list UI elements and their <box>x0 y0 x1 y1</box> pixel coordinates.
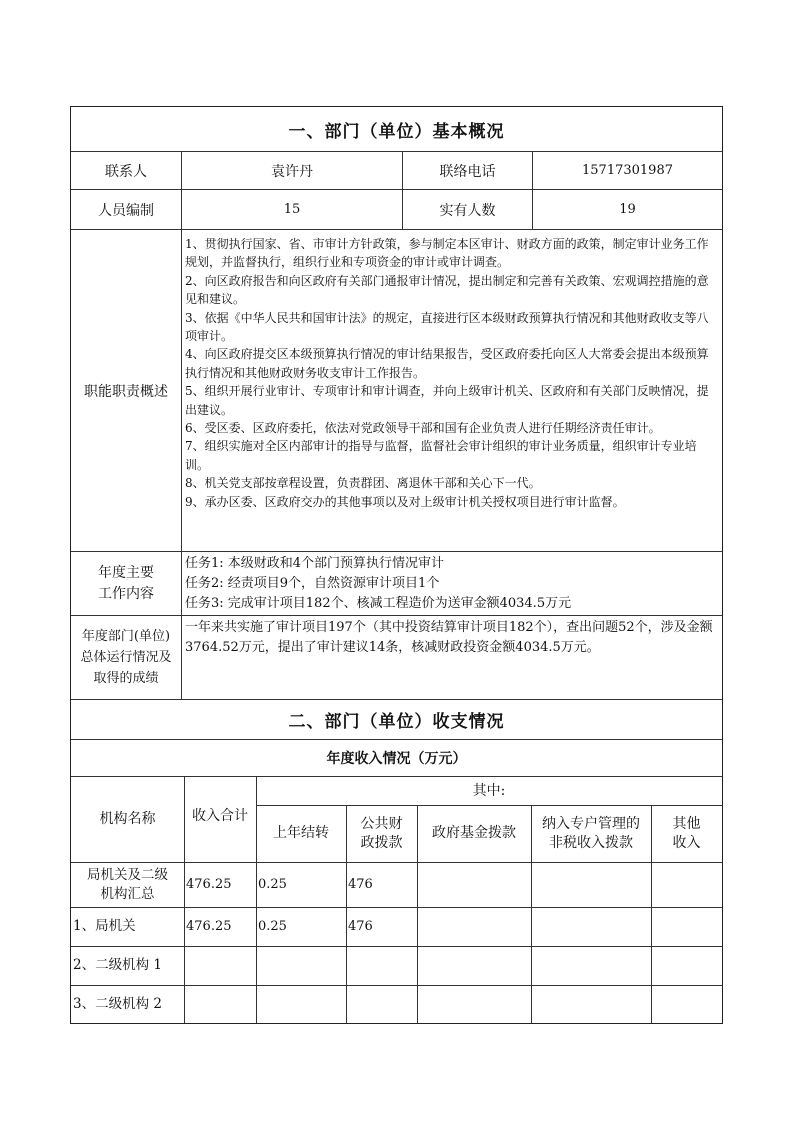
result-text: 一年来共实施了审计项目197个（其中投资结算审计项目182个），查出问题52个，涉及金额3764.52万元，提出了审计建议14条，核减财政投资金额4034.5万元。 <box>181 616 722 699</box>
actual-staff-label: 实有人数 <box>402 190 532 229</box>
table-cell-public: 476 <box>348 919 373 934</box>
result-label: 年度部门(单位) 总体运行情况及 取得的成绩 <box>80 629 172 686</box>
col-public-header: 公共财 政拨款 <box>360 815 403 851</box>
department-info-table <box>70 106 723 1024</box>
col-org-header: 机构名称 <box>99 811 156 827</box>
contact-label: 联系人 <box>105 163 147 180</box>
table-row-name: 2、二级机构 1 <box>73 957 162 973</box>
duty-item: 7、组织实施对全区内部审计的指导与监督，监督社会审计组织的审计业务质量，组织审计专业培训。 <box>185 439 697 472</box>
duty-item: 4、向区政府提交区本级预算执行情况的审计结果报告，受区政府委托向区人大常委会提出本级预算执行情况和其他财政财务收支审计工作报告。 <box>185 347 709 380</box>
table-row-name: 3、二级机构 2 <box>73 995 162 1012</box>
duty-label: 职能职责概述 <box>84 383 168 400</box>
col-total-header: 收入合计 <box>192 808 248 824</box>
section1-title: 一、部门（单位）基本概况 <box>288 121 505 142</box>
section2-title: 二、部门（单位）收支情况 <box>288 712 505 732</box>
task-list <box>181 552 722 615</box>
col-carry-header: 上年结转 <box>273 825 329 841</box>
duty-item: 1、贯彻执行国家、省、市审计方针政策，参与制定本区审计、财政方面的政策，制定审计业务工作规划，并监督执行，组织行业和专项资金的审计或审计调查。 <box>185 237 709 270</box>
table-row-name: 局机关及二级 机构汇总 <box>87 866 168 902</box>
table-cell-carry: 0.25 <box>258 919 287 934</box>
col-other-header: 其他 收入 <box>672 815 701 851</box>
phone-label: 联络电话 <box>402 152 532 189</box>
duty-item: 5、组织开展行业审计、专项审计和审计调查，并向上级审计机关、区政府和有关部门反映情况，提出建议。 <box>185 384 709 417</box>
duty-item: 6、受区委、区政府委托，依法对党政领导干部和国有企业负责人进行任期经济责任审计。 <box>185 421 661 436</box>
table-cell-total: 476.25 <box>186 877 232 892</box>
task-label: 年度主要 工作内容 <box>98 564 154 602</box>
actual-staff-value: 19 <box>532 190 722 229</box>
duty-list <box>181 230 722 551</box>
table-cell-public: 476 <box>348 877 373 892</box>
contact-value: 袁许丹 <box>181 152 402 189</box>
staff-label: 人员编制 <box>98 202 154 219</box>
task-item: 任务1: 本级财政和4个部门预算执行情况审计 <box>185 556 445 571</box>
duty-item: 8、机关党支部按章程设置，负责群团、离退休干部和关心下一代。 <box>185 476 541 491</box>
duty-item: 2、向区政府报告和向区政府有关部门通报审计情况，提出制定和完善有关政策、宏观调控措施的意见和建议。 <box>185 273 709 307</box>
staff-value: 15 <box>181 190 402 229</box>
table-row-name: 1、局机关 <box>73 918 136 934</box>
income-subtitle: 年度收入情况（万元） <box>326 751 467 767</box>
task-item: 任务3: 完成审计项目182个、核减工程造价为送审金额4034.5万元 <box>185 596 572 611</box>
duty-item: 9、承办区委、区政府交办的其他事项以及对上级审计机关授权项目进行审计监督。 <box>185 494 625 509</box>
table-cell-carry: 0.25 <box>258 877 287 892</box>
income-table <box>71 776 722 1023</box>
task-item: 任务2: 经责项目9个，自然资源审计项目1个 <box>185 576 440 591</box>
table-cell-total: 476.25 <box>186 919 232 934</box>
col-fund-header: 政府基金拨款 <box>432 825 516 841</box>
phone-value: 15717301987 <box>532 152 722 189</box>
col-nontax-header: 纳入专户管理的 非税收入拨款 <box>542 815 640 851</box>
duty-item: 3、依据《中华人民共和国审计法》的规定，直接进行区本级财政预算执行情况和其他财政收支等八项审计。 <box>185 310 709 344</box>
col-of-which-header: 其中: <box>472 782 506 799</box>
